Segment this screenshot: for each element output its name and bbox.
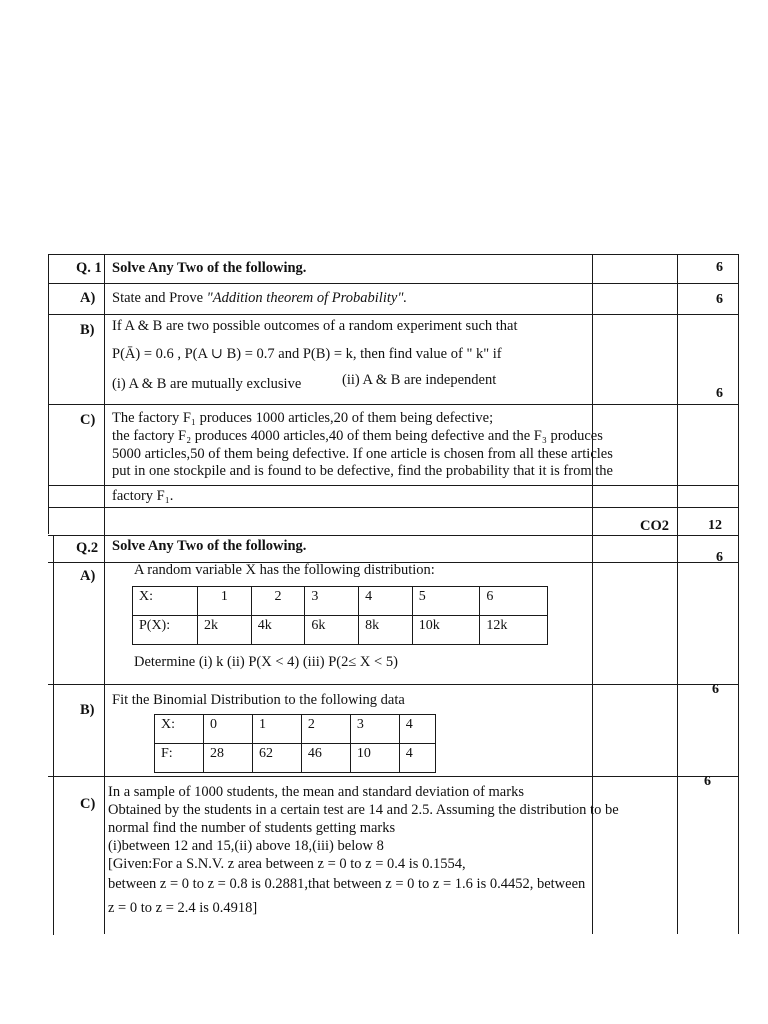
table-cell: 8k xyxy=(359,616,413,645)
q2c-line2: Obtained by the students in a certain test are 14 and 2.5. Assuming the distribution to be xyxy=(108,802,619,818)
q1b-opt2: (ii) A & B are independent xyxy=(342,372,497,388)
table-row xyxy=(155,715,436,744)
q1a-marks: 6 xyxy=(716,292,723,307)
q1c-label: C) xyxy=(80,412,96,428)
table-cell: 62 xyxy=(252,744,301,773)
q1b-line2: P(Ā) = 0.6 , P(A ∪ B) = 0.7 and P(B) = k, then find value of " k" if xyxy=(112,346,502,362)
table-cell: 4 xyxy=(359,587,413,616)
rule-q2b xyxy=(48,684,738,685)
table-cell: 10k xyxy=(412,616,480,645)
table-cell: 12k xyxy=(480,616,548,645)
rule-q1c xyxy=(48,404,738,405)
q1c-line2: the factory F₂ produces 4000 articles,40 of them being defective and the F₃ produces xyxy=(112,428,603,444)
table-header-p: P(X): xyxy=(133,616,198,645)
rule-right xyxy=(738,254,739,934)
rule-marks-col xyxy=(677,254,678,934)
q1a-label: A) xyxy=(80,290,96,306)
q2a-determine: Determine (i) k (ii) P(X < 4) (iii) P(2≤ X < 5) xyxy=(134,654,398,670)
table-cell: 2 xyxy=(251,587,305,616)
q2b-frequency-table xyxy=(154,714,436,773)
table-cell: 4k xyxy=(251,616,305,645)
q1c-line3: 5000 articles,50 of them being defective. If one article is chosen from all these articles xyxy=(112,446,613,462)
q2-marks: 12 xyxy=(708,518,722,533)
table-cell: 10 xyxy=(350,744,399,773)
q2-co: CO2 xyxy=(640,518,669,534)
q2a-intro: A random variable X has the following distribution: xyxy=(134,562,435,578)
q2b-intro: Fit the Binomial Distribution to the following data xyxy=(112,692,405,708)
q2b-label: B) xyxy=(80,702,95,718)
q2c-label: C) xyxy=(80,796,96,812)
q1b-opt1: (i) A & B are mutually exclusive xyxy=(112,376,302,392)
q1-number: Q. 1 xyxy=(76,260,102,276)
q2a-marks: 6 xyxy=(716,550,723,565)
table-header-x: X: xyxy=(155,715,204,744)
q1c-line1: The factory F₁ produces 1000 articles,20 of them being defective; xyxy=(112,410,494,426)
rule-q1b xyxy=(48,314,738,315)
rule-q2 xyxy=(48,535,738,536)
table-cell: 2 xyxy=(301,715,350,744)
q1b-line1: If A & B are two possible outcomes of a random experiment such that xyxy=(112,318,518,334)
rule-label-col xyxy=(104,254,105,934)
q2c-line4: (i)between 12 and 15,(ii) above 18,(iii) below 8 xyxy=(108,838,384,854)
q2c-line3: normal find the number of students getting marks xyxy=(108,820,396,836)
q1c-line5: factory F₁. xyxy=(112,488,174,504)
q2a-label: A) xyxy=(80,568,96,584)
table-row xyxy=(155,744,436,773)
table-cell: 0 xyxy=(204,715,253,744)
table-cell: 6k xyxy=(305,616,359,645)
rule-q1a xyxy=(48,283,738,284)
q1a-italic: "Addition theorem of Probability". xyxy=(206,290,408,306)
q2a-distribution-table xyxy=(132,586,548,645)
table-header-x: X: xyxy=(133,587,198,616)
q1a-prefix: State and Prove xyxy=(112,290,204,306)
table-cell: 1 xyxy=(198,587,252,616)
q1-marks: 6 xyxy=(716,260,723,275)
table-cell: 4 xyxy=(399,744,435,773)
q1c-marks: 6 xyxy=(716,386,723,401)
q2-heading: Solve Any Two of the following. xyxy=(112,538,307,554)
q2c-line7: z = 0 to z = 2.4 is 0.4918] xyxy=(108,900,258,916)
rule-q2c xyxy=(48,776,738,777)
rule-top xyxy=(48,254,738,255)
table-cell: 28 xyxy=(204,744,253,773)
q2c-marks: 6 xyxy=(704,774,711,789)
rule-co-col xyxy=(592,254,593,934)
table-cell: 46 xyxy=(301,744,350,773)
q1b-label: B) xyxy=(80,322,95,338)
q1-heading: Solve Any Two of the following. xyxy=(112,260,307,276)
table-header-f: F: xyxy=(155,744,204,773)
table-row xyxy=(133,616,548,645)
table-row xyxy=(133,587,548,616)
q2c-line6: between z = 0 to z = 0.8 is 0.2881,that between z = 0 to z = 1.6 is 0.4452, between xyxy=(108,876,586,892)
table-cell: 1 xyxy=(252,715,301,744)
table-cell: 6 xyxy=(480,587,548,616)
rule-left xyxy=(48,254,49,534)
q2c-line1: In a sample of 1000 students, the mean and standard deviation of marks xyxy=(108,784,524,800)
table-cell: 5 xyxy=(412,587,480,616)
rule-q1-end xyxy=(48,485,738,486)
q2c-line5: [Given:For a S.N.V. z area between z = 0 to z = 0.4 is 0.1554, xyxy=(108,856,466,872)
table-cell: 3 xyxy=(305,587,359,616)
rule-left-lower xyxy=(53,535,54,935)
table-cell: 3 xyxy=(350,715,399,744)
q1a-text xyxy=(112,290,407,306)
table-cell: 2k xyxy=(198,616,252,645)
q2b-marks: 6 xyxy=(712,682,719,697)
table-cell: 4 xyxy=(399,715,435,744)
q1c-line4: put in one stockpile and is found to be defective, find the probability that it is from the xyxy=(112,463,613,479)
rule-gap xyxy=(48,507,738,508)
q2-number: Q.2 xyxy=(76,540,99,556)
